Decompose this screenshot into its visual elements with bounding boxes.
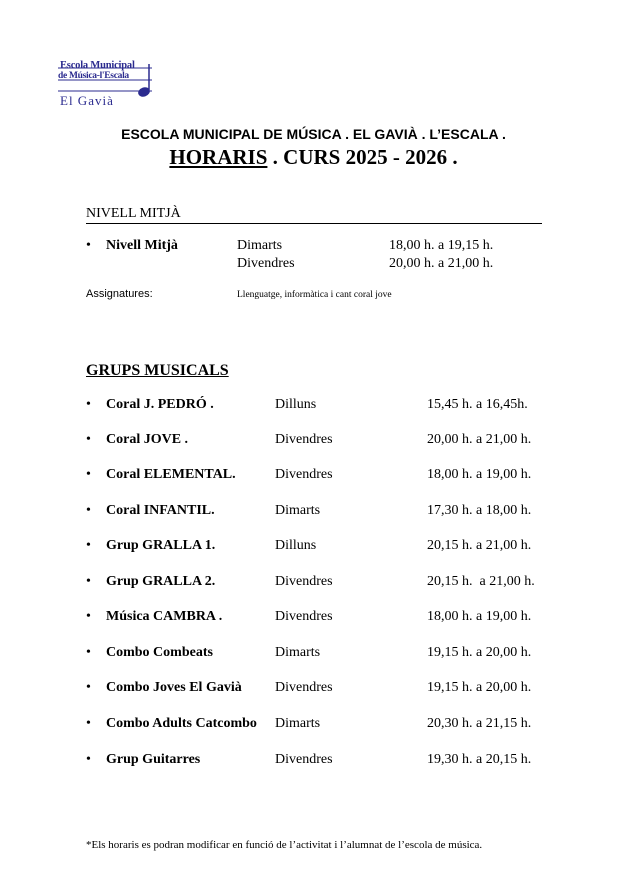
bullet: • bbox=[86, 645, 91, 660]
logo-line-2: de Música-l'Escala bbox=[58, 71, 129, 81]
logo-line-3: El Gavià bbox=[60, 93, 114, 108]
bullet: • bbox=[86, 752, 91, 767]
subtitle-main: HORARIS bbox=[169, 145, 268, 169]
group-day: Dilluns bbox=[275, 397, 317, 412]
group-day: Dimarts bbox=[275, 503, 321, 518]
group-time: 15,45 h. a 16,45h. bbox=[427, 397, 528, 412]
group-name: Grup GRALLA 1. bbox=[106, 538, 216, 553]
group-day: Divendres bbox=[275, 574, 333, 589]
group-name: Grup Guitarres bbox=[106, 752, 201, 767]
group-time: 20,00 h. a 21,00 h. bbox=[427, 432, 532, 447]
bullet: • bbox=[86, 467, 91, 482]
group-name: Coral INFANTIL. bbox=[106, 503, 215, 518]
group-name: Combo Joves El Gavià bbox=[106, 680, 242, 695]
group-time: 19,15 h. a 20,00 h. bbox=[427, 680, 532, 695]
footer-note: *Els horaris es podran modificar en funció de l’activitat i l’alumnat de l’escola de música. bbox=[86, 839, 483, 851]
group-time: 19,30 h. a 20,15 h. bbox=[427, 752, 532, 767]
group-time: 20,30 h. a 21,15 h. bbox=[427, 716, 532, 731]
group-day: Dilluns bbox=[275, 538, 317, 553]
bullet: • bbox=[86, 397, 91, 412]
nivell-time: 20,00 h. a 21,00 h. bbox=[389, 256, 494, 271]
group-time: 20,15 h. a 21,00 h. bbox=[427, 538, 532, 553]
group-name: Combo Combeats bbox=[106, 645, 213, 660]
logo-line-1: Escola Municipal bbox=[60, 60, 135, 71]
bullet: • bbox=[86, 680, 91, 695]
page-subtitle bbox=[0, 145, 627, 170]
group-time: 19,15 h. a 20,00 h. bbox=[427, 645, 532, 660]
group-time: 17,30 h. a 18,00 h. bbox=[427, 503, 532, 518]
group-day: Dimarts bbox=[275, 645, 321, 660]
bullet: • bbox=[86, 503, 91, 518]
bullet: • bbox=[86, 238, 91, 253]
group-name: Coral J. PEDRÓ . bbox=[106, 397, 214, 412]
bullet: • bbox=[86, 574, 91, 589]
bullet: • bbox=[86, 432, 91, 447]
group-day: Divendres bbox=[275, 609, 333, 624]
group-day: Divendres bbox=[275, 432, 333, 447]
bullet: • bbox=[86, 538, 91, 553]
page-title: ESCOLA MUNICIPAL DE MÚSICA . EL GAVIÀ . L’ESCALA . bbox=[121, 126, 506, 142]
group-day: Divendres bbox=[275, 467, 333, 482]
group-time: 20,15 h. a 21,00 h. bbox=[427, 574, 535, 589]
group-name: Música CAMBRA . bbox=[106, 609, 223, 624]
assignatures-value: Llenguatge, informàtica i cant coral jove bbox=[237, 290, 392, 300]
nivell-day: Divendres bbox=[237, 256, 295, 271]
nivell-time: 18,00 h. a 19,15 h. bbox=[389, 238, 494, 253]
nivell-name: Nivell Mitjà bbox=[106, 238, 178, 253]
subtitle-rest: . CURS 2025 - 2026 . bbox=[272, 145, 458, 169]
group-name: Combo Adults Catcombo bbox=[106, 716, 257, 731]
group-name: Coral ELEMENTAL. bbox=[106, 467, 236, 482]
bullet: • bbox=[86, 716, 91, 731]
group-time: 18,00 h. a 19,00 h. bbox=[427, 467, 532, 482]
section-heading-nivell: NIVELL MITJÀ bbox=[86, 206, 542, 224]
group-name: Grup GRALLA 2. bbox=[106, 574, 216, 589]
section-heading-grups: GRUPS MUSICALS bbox=[86, 362, 229, 379]
nivell-day: Dimarts bbox=[237, 238, 283, 253]
group-day: Divendres bbox=[275, 752, 333, 767]
group-day: Divendres bbox=[275, 680, 333, 695]
school-logo bbox=[56, 60, 158, 112]
bullet: • bbox=[86, 609, 91, 624]
group-day: Dimarts bbox=[275, 716, 321, 731]
group-time: 18,00 h. a 19,00 h. bbox=[427, 609, 532, 624]
group-name: Coral JOVE . bbox=[106, 432, 189, 447]
assignatures-label: Assignatures: bbox=[86, 288, 153, 300]
